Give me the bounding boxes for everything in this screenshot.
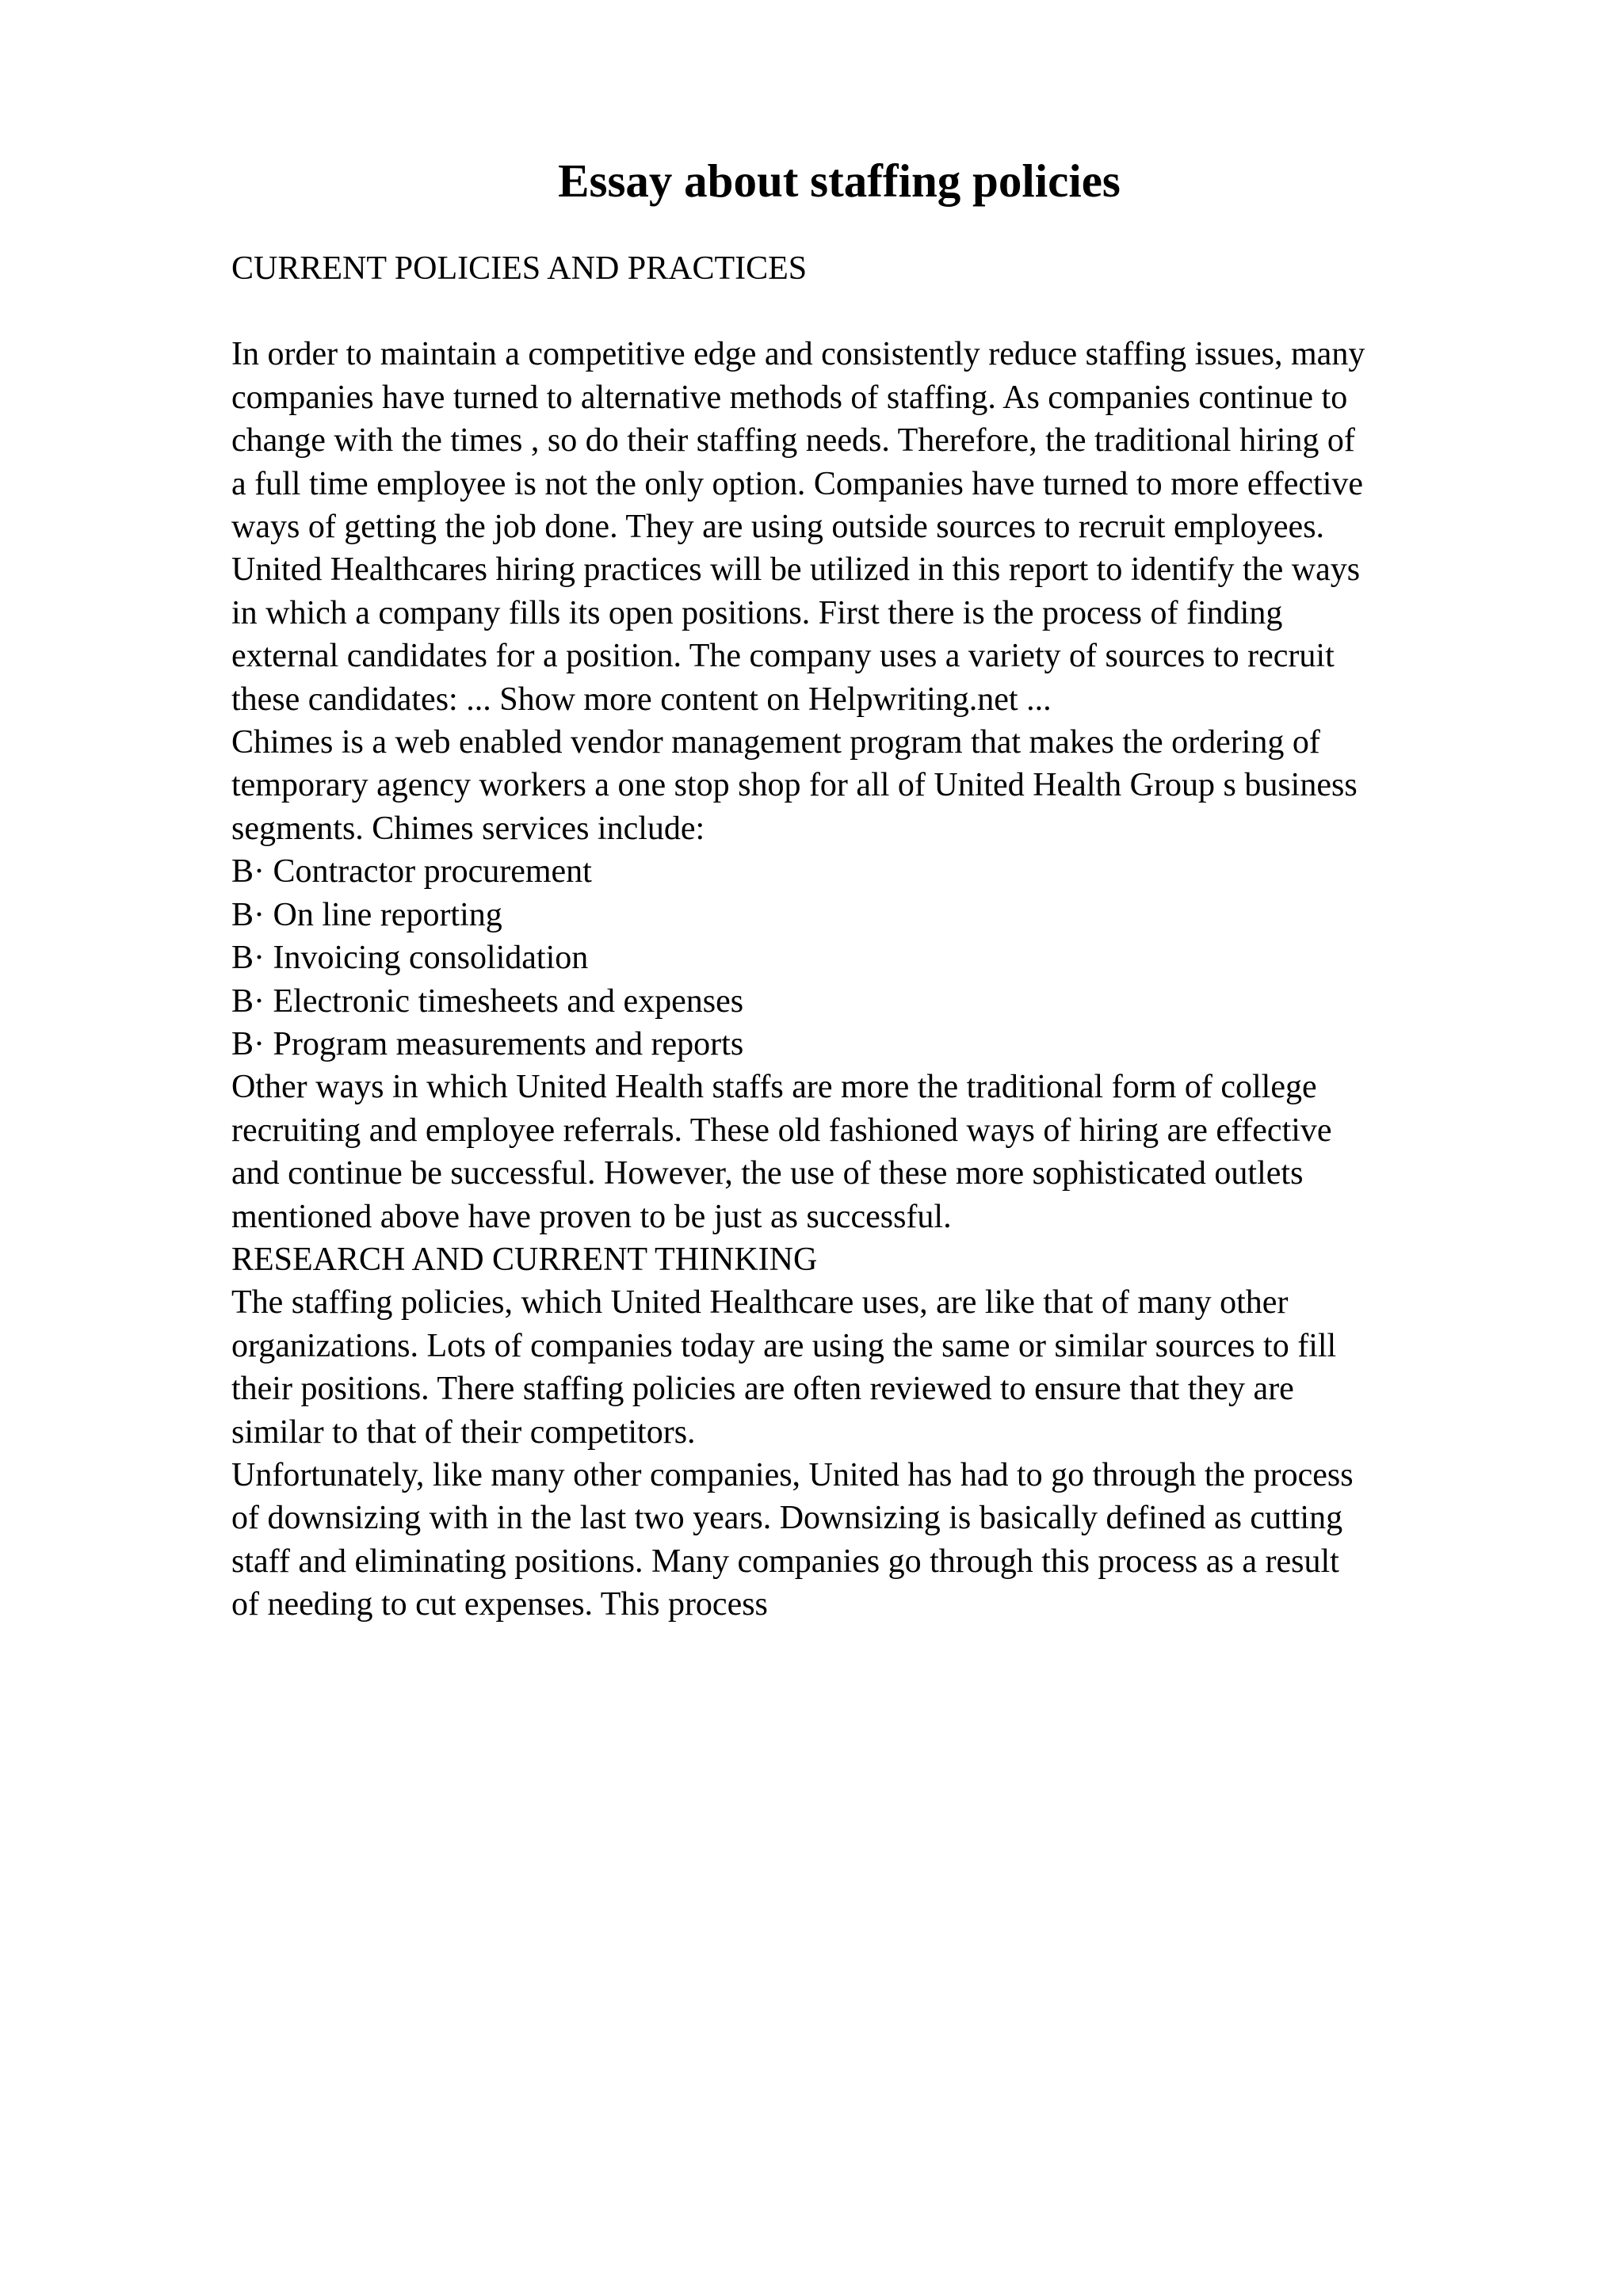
text-line: organizations. Lots of companies today are using the same or similar sources to fill	[231, 1327, 1337, 1364]
text-line: ways of getting the job done. They are using outside sources to recruit employees.	[231, 509, 1325, 546]
text-line: staff and eliminating positions. Many companies go through this process as a result	[231, 1543, 1339, 1580]
text-line: similar to that of their competitors.	[231, 1413, 696, 1451]
text-line: external candidates for a position. The company uses a variety of sources to recruit	[231, 638, 1335, 675]
text-line: recruiting and employee referrals. These old fashioned ways of hiring are effective	[231, 1112, 1332, 1149]
text-line: these candidates: ... Show more content on Helpwriting.net ...	[231, 681, 1052, 718]
paragraph-staffing-policies	[231, 1281, 1531, 1454]
text-line: The staffing policies, which United Healthcare uses, are like that of many other	[231, 1284, 1289, 1322]
paragraph-downsizing	[231, 1454, 1531, 1627]
text-line: United Healthcares hiring practices will be utilized in this report to identify the ways	[231, 551, 1361, 589]
section-heading-research: RESEARCH AND CURRENT THINKING	[231, 1241, 818, 1278]
text-line: temporary agency workers a one stop shop for all of United Health Group s business	[231, 767, 1358, 804]
text-line: Other ways in which United Health staffs are more the traditional form of college	[231, 1069, 1317, 1106]
text-line: in which a company fills its open positions. First there is the process of finding	[231, 594, 1283, 631]
text-line: change with the times , so do their staffing needs. Therefore, the traditional hiring of	[231, 422, 1355, 460]
text-line: and continue be successful. However, the use of these more sophisticated outlets	[231, 1155, 1304, 1192]
paragraph-gap	[231, 290, 1531, 333]
text-line: of needing to cut expenses. This process	[231, 1586, 768, 1623]
paragraph-intro	[231, 333, 1531, 721]
section-heading-current-policies: CURRENT POLICIES AND PRACTICES	[231, 250, 808, 287]
text-line: a full time employee is not the only option. Companies have turned to more effective	[231, 465, 1364, 502]
paragraph-chimes	[231, 721, 1531, 850]
list-item: B· Program measurements and reports	[231, 1025, 744, 1062]
paragraph-other-ways	[231, 1066, 1531, 1238]
text-line: Unfortunately, like many other companies, United has had to go through the process	[231, 1456, 1354, 1493]
list-item: B· On line reporting	[231, 896, 502, 933]
list-item: B· Contractor procurement	[231, 853, 592, 891]
text-line: their positions. There staffing policies are often reviewed to ensure that they are	[231, 1371, 1294, 1408]
document-body	[231, 247, 1531, 1627]
list-item: B· Invoicing consolidation	[231, 940, 589, 977]
text-line: In order to maintain a competitive edge and consistently reduce staffing issues, many	[231, 336, 1365, 373]
document-title: Essay about staffing policies	[558, 154, 1121, 207]
services-list	[231, 850, 1531, 1066]
text-line: segments. Chimes services include:	[231, 810, 705, 847]
text-line: of downsizing with in the last two years. Downsizing is basically defined as cutting	[231, 1500, 1343, 1537]
list-item: B· Electronic timesheets and expenses	[231, 982, 744, 1020]
text-line: companies have turned to alternative methods of staffing. As companies continue to	[231, 379, 1348, 416]
text-line: mentioned above have proven to be just as successful.	[231, 1198, 952, 1235]
text-line: Chimes is a web enabled vendor management program that makes the ordering of	[231, 724, 1320, 761]
